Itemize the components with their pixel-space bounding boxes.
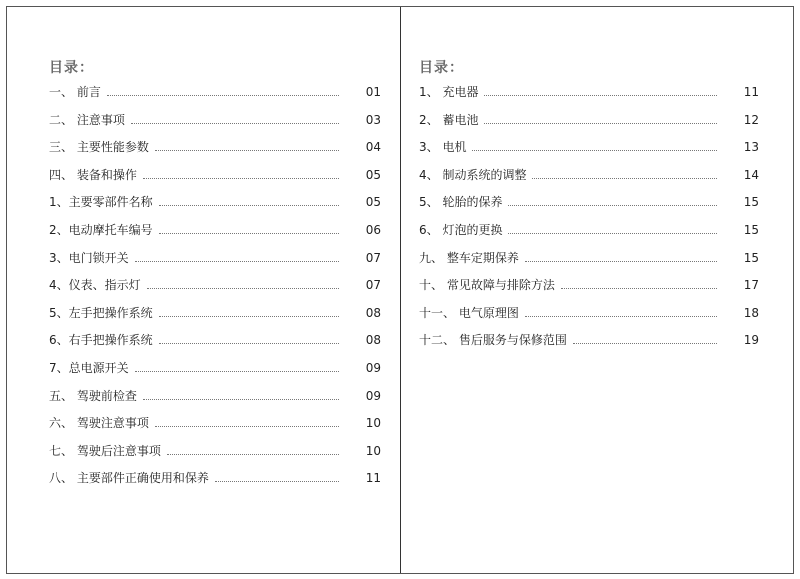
toc-entry: [49, 387, 381, 415]
toc-entry: [419, 221, 759, 249]
toc-entry: [49, 442, 381, 470]
toc-entry-label: 九、 整车定期保养: [419, 250, 519, 265]
toc-entry-label: 一、 前言: [49, 85, 101, 99]
dot-leader: [155, 150, 339, 151]
toc-entry-label: 6、 灯泡的更换: [419, 222, 503, 237]
toc-entry: [49, 221, 381, 249]
toc-entry-page-number: 01: [365, 85, 381, 99]
toc-entry-page-number: 11: [743, 85, 759, 99]
toc-entry: [419, 249, 759, 277]
toc-entry-label: 四、 装备和操作: [49, 167, 137, 182]
toc-entry: [419, 138, 759, 166]
toc-entry-label: 1、 充电器: [419, 85, 479, 99]
right-page: [401, 7, 794, 573]
toc-entry-page-number: 15: [743, 195, 759, 210]
dot-leader: [525, 316, 717, 317]
toc-entry-label: 八、 主要部件正确使用和保养: [49, 471, 209, 486]
dot-leader: [107, 95, 339, 96]
toc-entry-label: 5、 轮胎的保养: [419, 195, 503, 210]
toc-entry: [49, 304, 381, 332]
toc-entry-label: 十一、 电气原理图: [419, 305, 519, 320]
toc-entry-label: 5、左手把操作系统: [49, 305, 153, 320]
toc-entry-page-number: 18: [743, 305, 759, 320]
document-spread: [6, 6, 794, 574]
toc-entry-page-number: 08: [365, 305, 381, 320]
toc-entry-page-number: 13: [743, 140, 759, 155]
dot-leader: [573, 343, 717, 344]
toc-entry-label: 六、 驾驶注意事项: [49, 416, 149, 431]
toc-entry-label: 3、电门锁开关: [49, 250, 129, 265]
dot-leader: [525, 261, 717, 262]
toc-entry-page-number: 07: [365, 250, 381, 265]
dot-leader: [135, 261, 339, 262]
toc-entry-label: 二、 注意事项: [49, 112, 125, 127]
toc-entry-page-number: 05: [365, 195, 381, 210]
toc-entry: [419, 304, 759, 332]
dot-leader: [472, 150, 717, 151]
dot-leader: [143, 399, 339, 400]
toc-entry-label: 6、右手把操作系统: [49, 333, 153, 348]
toc-entry: [419, 331, 759, 359]
dot-leader: [159, 343, 339, 344]
toc-entry-page-number: 03: [365, 112, 381, 127]
toc-entry-page-number: 06: [365, 222, 381, 237]
toc-entry-label: 2、电动摩托车编号: [49, 222, 153, 237]
dot-leader: [532, 178, 717, 179]
dot-leader: [484, 95, 717, 96]
toc-entry: [49, 83, 381, 111]
toc-list: [419, 83, 759, 359]
toc-title: 目录：: [49, 60, 94, 76]
toc-entry-page-number: 17: [743, 278, 759, 293]
dot-leader: [159, 233, 339, 234]
dot-leader: [155, 426, 339, 427]
toc-entry-label: 2、 蓄电池: [419, 112, 479, 127]
dot-leader: [561, 288, 717, 289]
dot-leader: [147, 288, 339, 289]
toc-entry-page-number: 08: [365, 333, 381, 348]
toc-entry-page-number: 10: [365, 416, 381, 431]
toc-entry-page-number: 19: [743, 333, 759, 348]
toc-entry-label: 十二、 售后服务与保修范围: [419, 333, 567, 348]
dot-leader: [508, 205, 717, 206]
toc-entry-page-number: 07: [365, 278, 381, 293]
toc-entry-page-number: 11: [365, 471, 381, 486]
toc-entry: [419, 276, 759, 304]
toc-entry: [49, 276, 381, 304]
toc-entry-page-number: 10: [365, 443, 381, 458]
toc-entry-page-number: 12: [743, 112, 759, 127]
toc-entry-page-number: 05: [365, 167, 381, 182]
dot-leader: [135, 371, 339, 372]
toc-entry-label: 1、主要零部件名称: [49, 195, 153, 210]
toc-entry: [49, 359, 381, 387]
toc-entry: [49, 469, 381, 497]
dot-leader: [131, 123, 339, 124]
toc-entry-page-number: 04: [365, 140, 381, 155]
toc-entry-page-number: 15: [743, 250, 759, 265]
toc-entry: [49, 166, 381, 194]
toc-entry-page-number: 09: [365, 360, 381, 375]
toc-entry-label: 十、 常见故障与排除方法: [419, 278, 555, 293]
toc-entry: [49, 193, 381, 221]
toc-entry: [49, 414, 381, 442]
left-page: [7, 7, 400, 573]
toc-entry-label: 3、 电机: [419, 140, 467, 155]
toc-entry: [419, 111, 759, 139]
toc-entry: [419, 166, 759, 194]
dot-leader: [143, 178, 339, 179]
dot-leader: [167, 454, 339, 455]
dot-leader: [215, 481, 339, 482]
toc-entry-label: 7、总电源开关: [49, 360, 129, 375]
dot-leader: [159, 205, 339, 206]
toc-entry-label: 七、 驾驶后注意事项: [49, 443, 161, 458]
toc-entry-label: 五、 驾驶前检查: [49, 388, 137, 403]
dot-leader: [159, 316, 339, 317]
toc-list: [49, 83, 381, 497]
toc-entry: [419, 83, 759, 111]
toc-entry: [49, 138, 381, 166]
toc-entry: [419, 193, 759, 221]
toc-entry-page-number: 15: [743, 222, 759, 237]
toc-entry-label: 三、 主要性能参数: [49, 140, 149, 155]
toc-entry-page-number: 14: [743, 167, 759, 182]
toc-title: 目录：: [419, 60, 464, 76]
toc-entry-label: 4、仪表、指示灯: [49, 278, 141, 293]
toc-entry-label: 4、 制动系统的调整: [419, 167, 527, 182]
toc-entry: [49, 111, 381, 139]
dot-leader: [508, 233, 717, 234]
toc-entry: [49, 331, 381, 359]
dot-leader: [484, 123, 717, 124]
toc-entry: [49, 249, 381, 277]
toc-entry-page-number: 09: [365, 388, 381, 403]
